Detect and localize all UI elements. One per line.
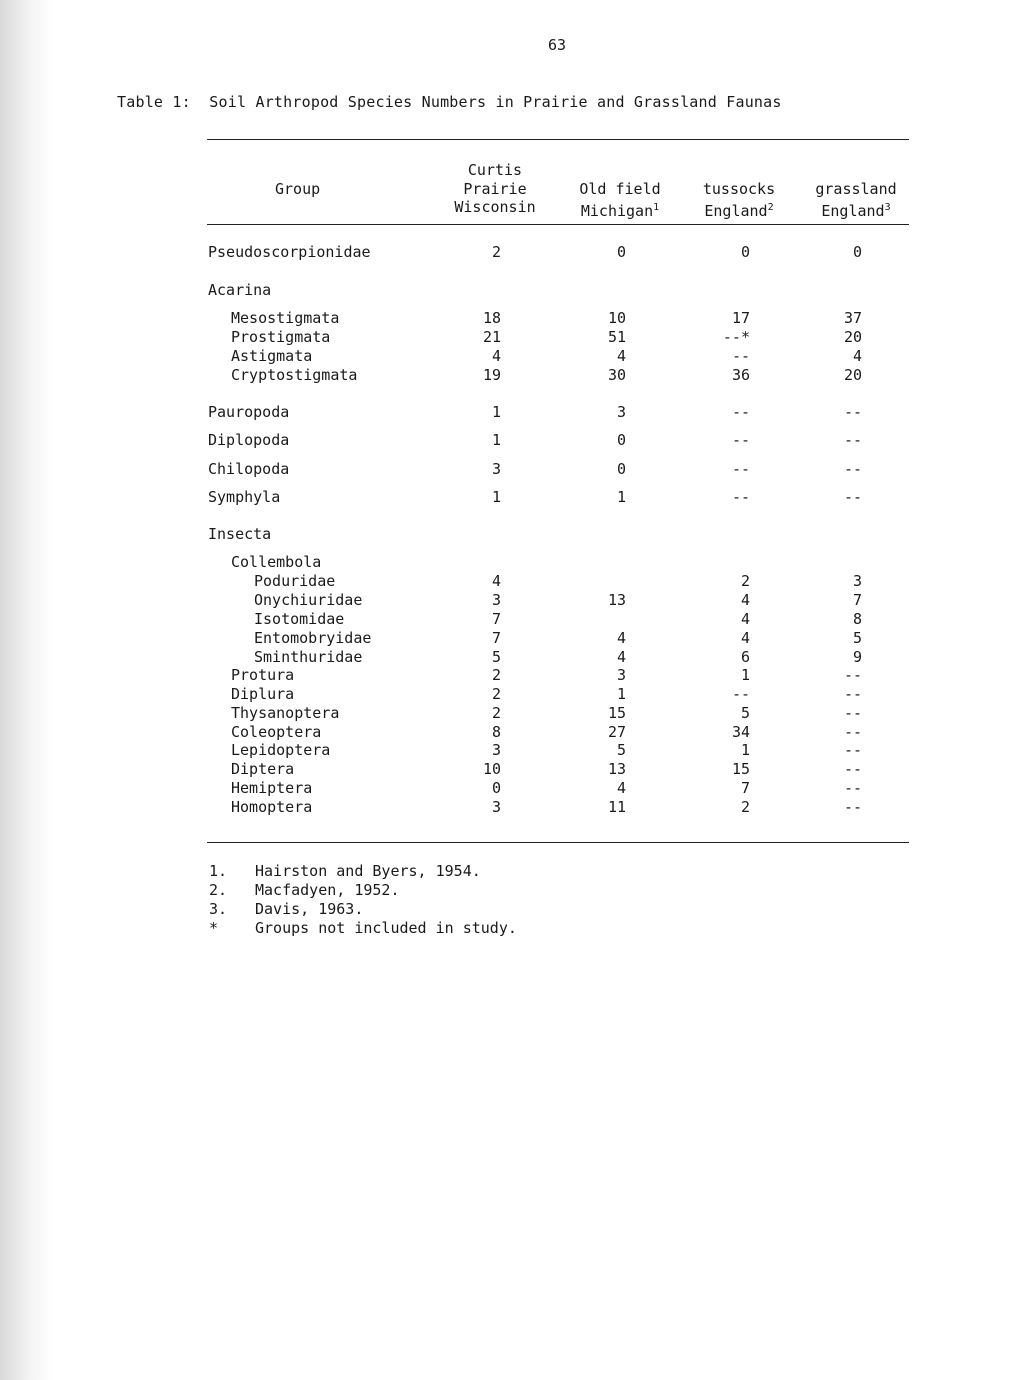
- footnote-text: Hairston and Byers, 1954.: [255, 862, 481, 880]
- taxon-name: Hemiptera: [231, 779, 313, 797]
- species-count: 11: [607, 798, 626, 816]
- species-count: 13: [607, 760, 626, 778]
- table-row: [0, 243, 1019, 262]
- footnote: [209, 900, 517, 919]
- species-count: 13: [607, 591, 626, 609]
- species-count: 3: [616, 403, 626, 421]
- footnote: [209, 881, 517, 900]
- species-count: 5: [852, 629, 862, 647]
- species-count: 20: [843, 366, 862, 384]
- species-count: 4: [740, 610, 750, 628]
- species-count: 2: [740, 572, 750, 590]
- species-count: 15: [731, 760, 750, 778]
- species-count: 1: [740, 666, 750, 684]
- footnotes: [209, 862, 517, 938]
- species-count: 0: [616, 431, 626, 449]
- footnote-ref: 1: [653, 201, 660, 213]
- species-count: --: [843, 685, 862, 703]
- species-count: 7: [740, 779, 750, 797]
- table-row: [0, 460, 1019, 479]
- table-row: [0, 591, 1019, 610]
- table-caption: Table 1: Soil Arthropod Species Numbers in Prairie and Grassland Faunas: [117, 93, 782, 111]
- footnote-marker: 2.: [209, 881, 228, 899]
- species-count: --: [731, 488, 750, 506]
- table-row: [0, 572, 1019, 591]
- species-count: 36: [731, 366, 750, 384]
- taxon-name: Isotomidae: [254, 610, 345, 628]
- taxon-name: Chilopoda: [208, 460, 290, 478]
- footnote-ref: 3: [884, 201, 891, 213]
- species-count: 1: [491, 431, 501, 449]
- species-count: 8: [491, 723, 501, 741]
- species-count: --: [843, 488, 862, 506]
- column-header-line: Michigan: [580, 201, 654, 220]
- species-count: 4: [616, 629, 626, 647]
- species-count: --: [731, 403, 750, 421]
- table-row: [0, 723, 1019, 742]
- species-count: 5: [616, 741, 626, 759]
- species-count: --: [843, 741, 862, 759]
- species-count: 6: [740, 648, 750, 666]
- species-count: --: [843, 403, 862, 421]
- species-count: --: [843, 704, 862, 722]
- footnote-text: Groups not included in study.: [255, 919, 517, 937]
- table-row: [0, 281, 1019, 300]
- footnote-text: Davis, 1963.: [255, 900, 364, 918]
- species-count: 2: [491, 685, 501, 703]
- species-count: 4: [616, 779, 626, 797]
- species-count: 1: [616, 685, 626, 703]
- species-count: 1: [491, 488, 501, 506]
- column-header-line: Wisconsin: [454, 198, 536, 216]
- table-row: [0, 328, 1019, 347]
- species-count: --: [843, 798, 862, 816]
- column-header-line: Prairie: [463, 179, 527, 198]
- taxon-name: Coleoptera: [231, 723, 322, 741]
- species-count: 0: [616, 243, 626, 261]
- species-count: 4: [491, 572, 501, 590]
- species-count: 4: [740, 591, 750, 609]
- species-count: 3: [491, 741, 501, 759]
- table-row: [0, 403, 1019, 422]
- taxon-name: Prostigmata: [231, 328, 331, 346]
- species-count: 3: [491, 798, 501, 816]
- species-count: 7: [491, 629, 501, 647]
- table-row: [0, 347, 1019, 366]
- table-row: [0, 741, 1019, 760]
- taxon-name: Collembola: [231, 553, 322, 571]
- taxon-name: Diptera: [231, 760, 295, 778]
- table-row: [0, 648, 1019, 667]
- species-count: 9: [852, 648, 862, 666]
- species-count: 27: [607, 723, 626, 741]
- species-count: 0: [491, 779, 501, 797]
- footnote-marker: *: [209, 919, 219, 937]
- species-count: 37: [843, 309, 862, 327]
- group-column-header: Group: [275, 180, 321, 198]
- table-row: [0, 553, 1019, 572]
- species-count: 8: [852, 610, 862, 628]
- species-count: --: [843, 431, 862, 449]
- species-count: 2: [491, 243, 501, 261]
- species-count: 34: [731, 723, 750, 741]
- species-count: 5: [740, 704, 750, 722]
- species-count: --: [843, 460, 862, 478]
- taxon-name: Mesostigmata: [231, 309, 340, 327]
- column-header-grassland: [800, 180, 912, 220]
- taxon-name: Onychiuridae: [254, 591, 363, 609]
- species-count: 0: [852, 243, 862, 261]
- species-count: 2: [491, 704, 501, 722]
- species-count: 3: [491, 460, 501, 478]
- page-number: 63: [548, 36, 567, 54]
- species-count: 4: [616, 347, 626, 365]
- species-count: 3: [852, 572, 862, 590]
- species-count: 4: [616, 648, 626, 666]
- table-row: [0, 779, 1019, 798]
- species-count: 3: [616, 666, 626, 684]
- taxon-name: Homoptera: [231, 798, 313, 816]
- species-count: --: [731, 460, 750, 478]
- taxon-name: Astigmata: [231, 347, 313, 365]
- footnote-marker: 1.: [209, 862, 228, 880]
- species-count: 10: [482, 760, 501, 778]
- table-row: [0, 704, 1019, 723]
- species-count: 4: [852, 347, 862, 365]
- species-count: 18: [482, 309, 501, 327]
- taxon-name: Pauropoda: [208, 403, 290, 421]
- footnote-ref: 2: [767, 201, 774, 213]
- taxon-name: Diplopoda: [208, 431, 290, 449]
- table-top-rule: [207, 139, 909, 140]
- species-count: 15: [607, 704, 626, 722]
- species-count: --: [843, 779, 862, 797]
- species-count: --: [731, 431, 750, 449]
- table-row: [0, 366, 1019, 385]
- taxon-name: Acarina: [208, 281, 272, 299]
- taxon-name: Cryptostigmata: [231, 366, 358, 384]
- taxon-name: Thysanoptera: [231, 704, 340, 722]
- table-row: [0, 629, 1019, 648]
- taxon-name: Diplura: [231, 685, 295, 703]
- table-row: [0, 525, 1019, 544]
- footnote-text: Macfadyen, 1952.: [255, 881, 400, 899]
- column-header-line: grassland: [815, 180, 897, 198]
- species-count: 1: [616, 488, 626, 506]
- table-bottom-rule: [207, 842, 909, 843]
- column-header-line: England: [704, 201, 768, 220]
- species-count: 7: [491, 610, 501, 628]
- column-header-curtis-prairie: [430, 161, 560, 217]
- species-count: 51: [607, 328, 626, 346]
- species-count: 21: [482, 328, 501, 346]
- species-count: 5: [491, 648, 501, 666]
- footnote-marker: 3.: [209, 900, 228, 918]
- species-count: 20: [843, 328, 862, 346]
- species-count: 10: [607, 309, 626, 327]
- table-header-rule: [207, 224, 909, 225]
- species-count: 1: [491, 403, 501, 421]
- taxon-name: Symphyla: [208, 488, 281, 506]
- species-count: 3: [491, 591, 501, 609]
- column-header-line: tussocks: [702, 180, 776, 198]
- column-header-tussocks: [684, 180, 794, 220]
- species-count: 0: [740, 243, 750, 261]
- species-count: --: [731, 347, 750, 365]
- footnote: [209, 862, 517, 881]
- table-row: [0, 309, 1019, 328]
- table-row: [0, 685, 1019, 704]
- species-count: 2: [491, 666, 501, 684]
- species-count: --: [843, 760, 862, 778]
- taxon-name: Entomobryidae: [254, 629, 372, 647]
- species-count: 30: [607, 366, 626, 384]
- table-row: [0, 760, 1019, 779]
- taxon-name: Protura: [231, 666, 295, 684]
- species-count: 0: [616, 460, 626, 478]
- species-count: 1: [740, 741, 750, 759]
- column-header-old-field: [560, 180, 680, 220]
- taxon-name: Poduridae: [254, 572, 336, 590]
- species-count: 7: [852, 591, 862, 609]
- taxon-name: Sminthuridae: [254, 648, 363, 666]
- table-row: [0, 610, 1019, 629]
- table-row: [0, 488, 1019, 507]
- species-count: 4: [491, 347, 501, 365]
- species-count: 17: [731, 309, 750, 327]
- taxon-name: Insecta: [208, 525, 272, 543]
- column-header-line: Curtis: [467, 161, 523, 179]
- species-count: 2: [740, 798, 750, 816]
- column-header-line: Old field: [579, 180, 661, 198]
- column-header-line: England: [821, 201, 885, 220]
- species-count: 19: [482, 366, 501, 384]
- species-count: 4: [740, 629, 750, 647]
- taxon-name: Pseudoscorpionidae: [208, 243, 371, 261]
- species-count: --: [843, 666, 862, 684]
- table-row: [0, 666, 1019, 685]
- table-row: [0, 431, 1019, 450]
- table-row: [0, 798, 1019, 817]
- species-count: --: [843, 723, 862, 741]
- taxon-name: Lepidoptera: [231, 741, 331, 759]
- species-count: --*: [722, 328, 750, 346]
- species-count: --: [731, 685, 750, 703]
- footnote: [209, 919, 517, 938]
